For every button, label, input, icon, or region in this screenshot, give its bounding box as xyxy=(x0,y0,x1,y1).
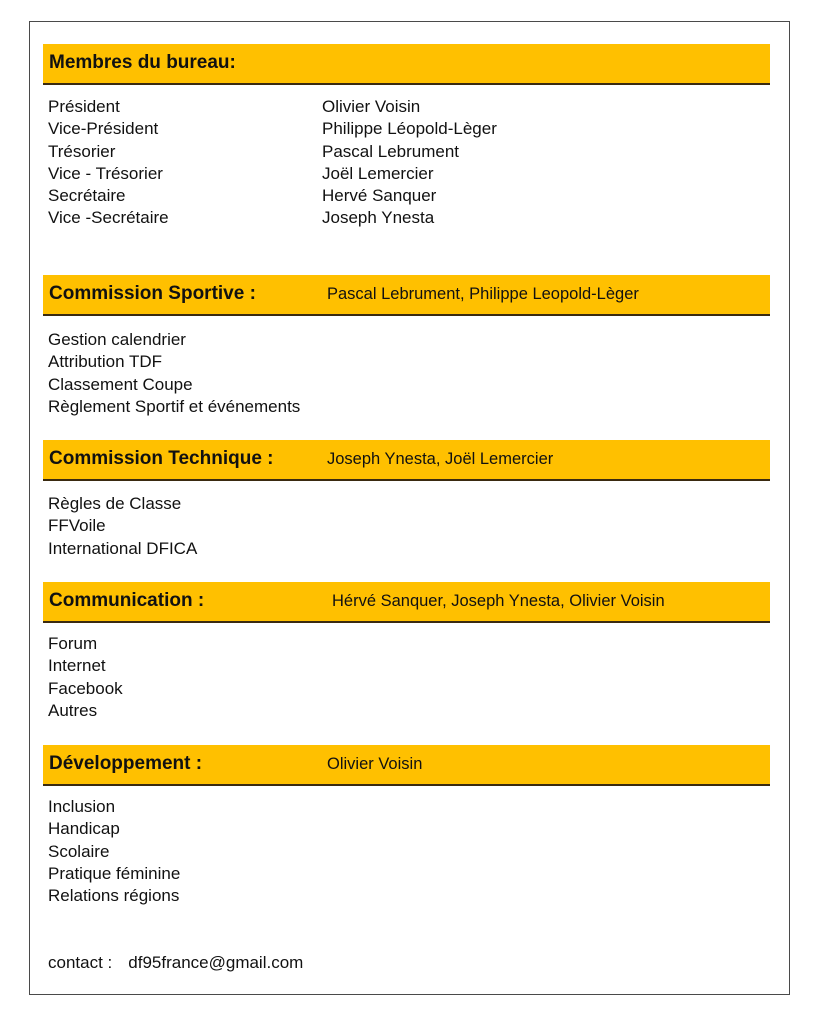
member-name: Hervé Sanquer xyxy=(322,186,437,206)
section-members: Pascal Lebrument, Philippe Leopold-Lèger xyxy=(327,285,639,303)
section-members: Hérvé Sanquer, Joseph Ynesta, Olivier Voisin xyxy=(332,592,665,610)
section-item: Internet xyxy=(48,656,106,676)
section-title: Commission Sportive : xyxy=(49,283,256,304)
section-item: Scolaire xyxy=(48,841,110,861)
section-item: International DFICA xyxy=(48,538,198,558)
section-title: Développement : xyxy=(49,753,203,774)
role-label: Vice-Président xyxy=(48,119,159,139)
section-item: Relations régions xyxy=(48,886,180,906)
section-title: Commission Technique : xyxy=(49,448,274,469)
member-name: Philippe Léopold-Lèger xyxy=(322,119,497,139)
role-label: Vice - Trésorier xyxy=(48,163,163,183)
bureau-header xyxy=(43,44,770,85)
contact-label: contact : xyxy=(48,953,113,972)
communication-items xyxy=(48,633,123,722)
bureau-roles xyxy=(48,96,169,230)
section-title: Communication : xyxy=(49,590,205,611)
member-name: Pascal Lebrument xyxy=(322,141,460,161)
role-label: Secrétaire xyxy=(48,186,126,206)
commission-technique-items xyxy=(48,493,197,560)
role-label: Vice -Secrétaire xyxy=(48,208,169,228)
member-name: Olivier Voisin xyxy=(322,97,421,116)
commission-technique-header xyxy=(43,440,770,481)
contact-email-link[interactable]: df95france@gmail.com xyxy=(128,953,304,972)
commission-sportive-items xyxy=(48,329,300,418)
section-item: Handicap xyxy=(48,819,120,839)
member-name: Joseph Ynesta xyxy=(322,208,435,228)
role-label: Président xyxy=(48,97,120,116)
contact-line xyxy=(48,953,303,973)
role-label: Trésorier xyxy=(48,141,116,161)
section-item: Attribution TDF xyxy=(48,352,163,372)
commission-sportive-header xyxy=(43,275,770,316)
bureau-title: Membres du bureau: xyxy=(49,52,236,73)
section-item: Règlement Sportif et événements xyxy=(48,396,301,416)
bureau-names xyxy=(322,96,497,230)
developpement-items xyxy=(48,796,180,907)
section-item: Classement Coupe xyxy=(48,374,193,394)
member-name: Joël Lemercier xyxy=(322,163,434,183)
section-item: Gestion calendrier xyxy=(48,330,186,349)
section-members: Olivier Voisin xyxy=(327,755,423,773)
section-item: FFVoile xyxy=(48,516,106,536)
communication-header xyxy=(43,582,770,623)
developpement-header xyxy=(43,745,770,786)
section-item: Autres xyxy=(48,700,98,720)
section-item: Pratique féminine xyxy=(48,863,181,883)
section-item: Règles de Classe xyxy=(48,494,182,513)
section-members: Joseph Ynesta, Joël Lemercier xyxy=(327,450,554,468)
section-item: Forum xyxy=(48,634,98,653)
section-item: Facebook xyxy=(48,678,123,698)
section-item: Inclusion xyxy=(48,797,116,816)
